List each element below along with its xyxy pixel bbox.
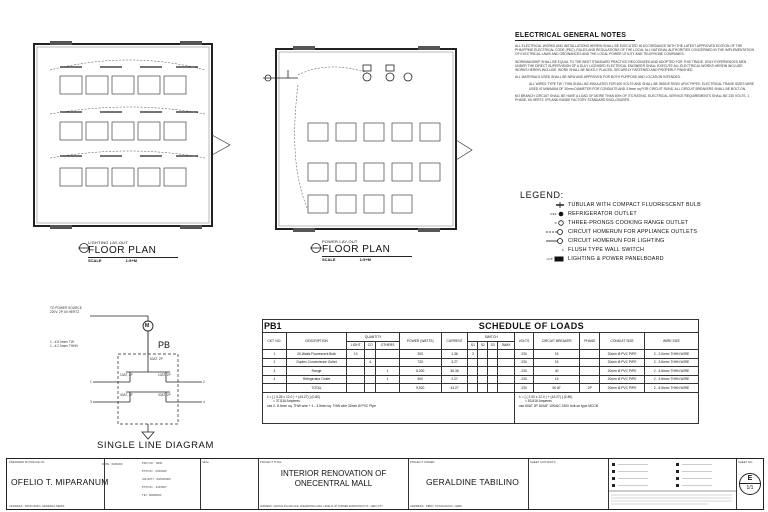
total-phase: 2P (580, 384, 600, 393)
sld-panel-label: PB (158, 340, 171, 350)
calc-left-line: = 37.816 Amperes (273, 399, 300, 403)
total-current: 43.27 (441, 384, 468, 393)
cell-ckt: 1 (263, 350, 287, 359)
calc-right-line: Iₜ = [ ( 2.00 x 12.0 ) + (43.27) ] (0.80) (518, 394, 573, 399)
cell-conduit: 20mm Ø PVC PIPE (600, 367, 645, 376)
legend-label: THREE-PRONGS COOKING RANGE OUTLET (568, 219, 689, 226)
tb-checklist (608, 459, 737, 509)
legend-label: CIRCUIT HOMERUN FOR LIGHTING (568, 237, 665, 244)
cell-breaker: 15 (534, 350, 580, 359)
cell-light (347, 367, 365, 376)
hdr-co: CO (365, 341, 376, 350)
hdr-quantity: QUANTITY (347, 333, 400, 342)
legend-item (520, 218, 760, 227)
cell-phase (580, 367, 600, 376)
sld-breaker-4: 30AT, 2P (158, 393, 171, 397)
lighting-plan-ratio: 1:5+M (125, 258, 138, 263)
cell-3way (498, 375, 515, 384)
cell-conduit: 20mm Ø PVC PIPE (600, 375, 645, 384)
cell-breaker: 15 (534, 375, 580, 384)
cell-current: 3.27 (441, 358, 468, 367)
calc-left (263, 392, 515, 423)
cell-phase (580, 358, 600, 367)
cell-co (365, 350, 376, 359)
sld-circuit-3: 3 (90, 400, 92, 404)
cell-power: 300 (399, 350, 441, 359)
note-3: ALL MATERIALS USED SHALL BE NEW AND APPROVED FOR BOTH PURPOSE AND LOCATION INTENDED. (515, 75, 681, 80)
tb-sheet-label: SHEET NO. (738, 460, 754, 464)
legend-item (520, 254, 760, 263)
legend-symbol: REF (550, 211, 557, 216)
electrical-notes (515, 32, 755, 105)
total-breaker: 60 AT (534, 384, 580, 393)
cell-conduit: 20mm Ø PVC PIPE (600, 350, 645, 359)
cell-ckt: 3 (263, 367, 287, 376)
calc-right-line: use 60AT 2P 100AF 10KAIC 230V bolt-on type MCCB (518, 403, 598, 408)
sheet-badge (739, 473, 761, 495)
table-row (263, 367, 699, 376)
cell-wire: 2 - 5.5mm² THHN WIRE (644, 367, 698, 376)
legend-item (520, 209, 760, 218)
cell-s2 (478, 384, 488, 393)
sld-title: SINGLE LINE DIAGRAM (97, 440, 214, 451)
cell-s2 (478, 358, 488, 367)
sld-circuit-2: 2 (203, 380, 205, 384)
cell-3way (498, 384, 515, 393)
hdr-3way: 3WAY (498, 341, 515, 350)
hdr-others: OTHERS (376, 341, 400, 350)
cell-s1 (468, 367, 478, 376)
cell-co (365, 375, 376, 384)
tb-project (258, 459, 409, 509)
cell-volts: 230 (514, 358, 533, 367)
sld-breaker-1: 10AT, 2P (120, 373, 133, 377)
appliance-homerun-icon (520, 228, 568, 236)
cell-3way (498, 358, 515, 367)
total-label: TOTAL (286, 384, 347, 393)
tb-engineer-name: OFELIO T. MIPARANUM (11, 477, 109, 487)
cell-light: 10 (347, 350, 365, 359)
note-1: ALL ELECTRICAL WORKS AND INSTALLATIONS HEREIN SHALL BE EXECUTED IN ACCORDANCE WITH THE LATEST APPROVED EDITION OF THE PHILIPPINE ELECTRICAL CODE (PEC), RULES AND REGULATIONS OF THE LOCAL ALL NATIONAL AUTHORITIES CONCERNED IN THE IMPLEMENTATION OF ELECTRICAL LAWS AND ORDINANCES AND THE LOCAL POWER UTILITY AND TELEPHONE COMPANIES. (515, 44, 754, 57)
hdr-phase: PHASE (580, 333, 600, 350)
cell-s3 (488, 350, 498, 359)
tb-meta-item: DATE : 00/00/00 (102, 462, 123, 466)
cell-others (376, 384, 400, 393)
cell-current: 1.36 (441, 350, 468, 359)
cell-s1 (468, 384, 478, 393)
hdr-light: LIGHT (347, 341, 365, 350)
schedule-panel: PB1 (263, 320, 365, 333)
plan-north-icon (78, 242, 90, 254)
legend-symbol: LPP (546, 256, 553, 261)
sld-source-label: TO POWER SOURCE (50, 306, 82, 310)
cell-s2 (478, 367, 488, 376)
power-plan-label (322, 239, 412, 262)
note-2: WORKMANSHIP SHALL BE EQUAL TO THE BEST STANDARD PRACTICE RECOGNIZED AND ADOPTED FOR THIS TRADE. ONLY EXPERIENCED MEN UNDER THE DIRECT SUPERVISION OF A DULY LICENSED ELECTRICAL ENGINEER SHALL EXECUTE ALL ELECTRICAL WORKS HEREIN INCLUDE. WORKS HEREIN INCLUDE. WORK SHALL BE NEATLY PLACED, SECURELY FASTENED AND PROPERLY FINISHED. (515, 59, 747, 73)
cell-3way (498, 350, 515, 359)
calc-left-line: Iₗ = [ ( 0.25 x 12.0 ) + (43.27) ] (0.80) (267, 394, 320, 399)
hdr-desc: DESCRIPTION (286, 333, 347, 350)
refrigerator-outlet-icon (520, 211, 568, 217)
hdr-s3: S3 (488, 341, 498, 350)
legend-label: FLUSH TYPE WALL SWITCH (568, 246, 645, 253)
single-line-diagram (90, 310, 210, 440)
tb-sheet-num: 1/1 (746, 485, 754, 491)
lighting-homerun-icon (520, 237, 568, 245)
tb-checklist-graphic (608, 459, 736, 507)
cell-others (376, 350, 400, 359)
cell-light (347, 384, 365, 393)
cell-ckt: 4 (263, 375, 287, 384)
range-outlet-icon (520, 220, 568, 226)
sld-wires (50, 340, 78, 348)
cell-others: 1 (376, 367, 400, 376)
cell-breaker: 40 (534, 367, 580, 376)
legend-label: LIGHTING & POWER PANELBOARD (568, 255, 664, 262)
cell-s3 (488, 367, 498, 376)
tb-sheet-number (736, 459, 763, 509)
sld-meter-label: M (145, 323, 150, 329)
legend-item (520, 236, 760, 245)
tb-prc (102, 460, 134, 468)
table-row (263, 375, 699, 384)
tb-owner (408, 459, 529, 509)
cell-s1 (468, 358, 478, 367)
cell-light (347, 358, 365, 367)
panelboard-icon (520, 256, 568, 262)
tb-sheet-letter: E (740, 474, 760, 484)
cell-wire: 2 - 3.5mm² THHN WIRE (644, 358, 698, 367)
tb-meta-item: VALIDITY : 00/00/0000 (142, 477, 171, 481)
power-plan-scale: SCALE (322, 257, 336, 262)
total-wire: 2 - 5.5mm² THHN WIRE (644, 384, 698, 393)
cell-volts: 230 (514, 367, 533, 376)
tb-project-title: INTERIOR RENOVATION OF ONECENTRAL MALL (280, 469, 387, 488)
schedule-of-loads-table (262, 319, 699, 424)
tb-project-label: PROJECT TITLE (260, 460, 282, 464)
cell-s2 (478, 375, 488, 384)
tb-sheet-contents-label: SHEET CONTENTS (530, 460, 556, 464)
cell-ckt (263, 384, 287, 393)
tb-project-address: ADDRESS : GENTLE PALADO AVE. ONECENTRAL MALL LEVEL B UP CORNER PAMOGONGO ST., CEBU CITY (260, 505, 383, 508)
note-5: NO BRANCH CIRCUIT SHALL BE HAVE A LOAD OF MORE THAN 80% OF ITS RATING. ELECTRICAL SERVICE REQUIREMENTS SHALL BE 230 VOLTS, 1 PHASE, 60 HERTZ. IPS AND INSIDE FACTORY STANDARD ENCLOSURES. (515, 93, 750, 103)
cell-co (365, 367, 376, 376)
sld-wire-2: 1 - # 2.0mm² THHN (50, 344, 78, 348)
tb-owner-name: GERALDINE TABILINO (426, 477, 520, 487)
sld-main-breaker: 60AT, 2P (150, 357, 163, 361)
legend-item (520, 227, 760, 236)
note-4: ALL WIRES TYPE TW / THW SHALL BE INSULATED FOR 600 VOLTS AND SHALL BE INSIDE RIGID uPVC PIPES. ELECTRICAL TRADE SIZES WIRE USED IS MINIMUM OF 20mm DIAMETER FOR CONDUITS AND 3.5mm sq FOR CIRCUIT RUNS. ALL CIRCUIT BREAKERS SHALL BE BOLT-ON. (529, 82, 755, 91)
hdr-conduit: CONDUIT SIZE (600, 333, 645, 350)
total-volts: 230 (514, 384, 533, 393)
cell-volts: 230 (514, 375, 533, 384)
cell-s3 (488, 384, 498, 393)
cell-s3 (488, 358, 498, 367)
hdr-ckt: CKT. NO. (263, 333, 287, 350)
legend-label: REFRIGERATOR OUTLET (568, 210, 637, 217)
tb-meta-item: PTR NO. : 1234567 (142, 485, 167, 489)
hdr-volts: VOLTS (514, 333, 533, 350)
total-conduit: 20mm Ø PVC PIPE (600, 384, 645, 393)
legend-item (520, 200, 760, 209)
tb-office-label: PREPARED BY/OFFICE OF (9, 460, 45, 464)
tb-meta-item: PRC NO. : 0000 (142, 461, 163, 465)
power-plan-sub: POWER LAY-OUT (322, 239, 358, 244)
tb-meta-list (140, 459, 200, 499)
total-row (263, 384, 699, 393)
calc-left-line: use 2- 8.0mm sq. THW wire + 1 - 3.5mm sq. THW wire 32mm Ø PVC Pipe (267, 403, 376, 408)
lighting-floor-plan (30, 40, 240, 235)
sld-circuit-4: 4 (203, 400, 205, 404)
legend-symbol: R (554, 220, 557, 225)
lighting-plan-sub: LIGHTING LAY-OUT (88, 240, 128, 245)
wall-switch-icon (520, 248, 568, 252)
plan-north-icon-2 (310, 242, 322, 254)
fluorescent-icon (520, 201, 568, 209)
cell-conduit: 20mm Ø PVC PIPE (600, 358, 645, 367)
cell-3way (498, 367, 515, 376)
sld-circuit-1: 1 (90, 380, 92, 384)
tb-meta-item: PTR NO. : 0000000 (142, 469, 167, 473)
table-row (263, 358, 699, 367)
hdr-wire: WIRE SIZE (644, 333, 698, 350)
cell-breaker: 15 (534, 358, 580, 367)
tb-sheet-contents (528, 459, 609, 509)
table-row (263, 350, 699, 359)
cell-s1 (468, 375, 478, 384)
tb-engineer-address: ADDRESS : PANGUIOIN, GENERAL SERIS (9, 504, 65, 508)
legend-symbol: S (561, 247, 564, 252)
cell-current: 36.36 (441, 367, 468, 376)
notes-title: ELECTRICAL GENERAL NOTES (515, 32, 627, 39)
cell-power: 720 (399, 358, 441, 367)
calc-right-line: = 53.816 Amperes (524, 399, 552, 403)
cell-wire: 2 - 3.5mm² THHN WIRE (644, 375, 698, 384)
power-plan-ratio: 1:5+M (359, 257, 372, 262)
cell-co (365, 384, 376, 393)
cell-volts: 230 (514, 350, 533, 359)
lighting-plan-scale: SCALE (88, 258, 102, 263)
cell-power: 500 (399, 375, 441, 384)
cell-s1: 3 (468, 350, 478, 359)
tb-seal-label: SEAL (202, 460, 210, 464)
cell-desc: 20-Watts Fluorescent Bulb (286, 350, 347, 359)
cell-desc: Refrigerator Outlet (286, 375, 347, 384)
cell-ckt: 2 (263, 358, 287, 367)
hdr-current: CURRENT (441, 333, 468, 350)
cell-power: 8,000 (399, 367, 441, 376)
lighting-plan-title: FLOOR PLAN (88, 245, 157, 256)
hdr-s2: S2 (478, 341, 488, 350)
sld-source (50, 306, 82, 314)
cell-others (376, 358, 400, 367)
tb-seal (200, 459, 259, 509)
sld-breaker-2: 10AT, 2P (158, 373, 171, 377)
power-floor-plan (258, 45, 473, 240)
hdr-power: POWER (WATTS) (399, 333, 441, 350)
calc-right (514, 392, 698, 423)
legend-label: TUBULAR WITH COMPACT FLUORESCENT BULB (568, 201, 701, 208)
total-power: 9,520 (399, 384, 441, 393)
cell-others: 1 (376, 375, 400, 384)
cell-phase (580, 375, 600, 384)
legend-label: CIRCUIT HOMERUN FOR APPLIANCE OUTLETS (568, 228, 698, 235)
cell-desc: Range (286, 367, 347, 376)
tb-meta (140, 459, 201, 509)
hdr-s1: S1 (468, 341, 478, 350)
legend (520, 190, 760, 263)
cell-s3 (488, 375, 498, 384)
cell-current: 2.27 (441, 375, 468, 384)
cell-wire: 2 - 2.0mm² THHN WIRE (644, 350, 698, 359)
legend-title: LEGEND: (520, 190, 564, 200)
sld-breaker-3: 40AT, 2P (120, 393, 133, 397)
schedule-title: SCHEDULE OF LOADS (365, 320, 699, 333)
cell-phase (580, 350, 600, 359)
tb-office (7, 459, 109, 509)
hdr-switch: SWITCH (468, 333, 515, 342)
tb-owner-address: ADDRESS : PIBAY, KUSOLANGO, CEBU (410, 504, 463, 508)
sld-wire-1: 1 - # 8.0mm² TW (50, 340, 74, 344)
tb-meta-item: TIN : 00000000 (142, 493, 162, 497)
cell-light (347, 375, 365, 384)
hdr-breaker: CIRCUIT BREAKER (534, 333, 580, 350)
cell-desc: Duplex Convenience Outlet (286, 358, 347, 367)
legend-item (520, 245, 760, 254)
power-plan-title: FLOOR PLAN (322, 244, 391, 255)
sld-source-spec: 220V, 2P, 60 HERTZ (50, 310, 80, 314)
cell-co: 4 (365, 358, 376, 367)
cell-s2 (478, 350, 488, 359)
lighting-plan-label (88, 240, 178, 263)
tb-owner-label: PROJECT OWNER (410, 460, 435, 464)
